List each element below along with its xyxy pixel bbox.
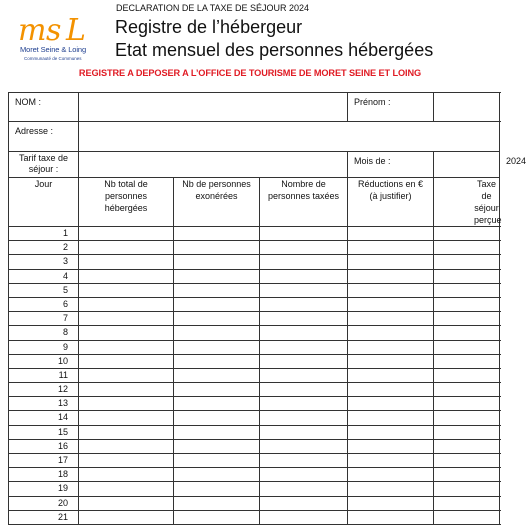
taxe-percue-cell[interactable] xyxy=(434,354,500,368)
msl-logo-icon xyxy=(16,10,100,46)
taxe-percue-cell[interactable] xyxy=(434,227,500,241)
day-number: 10 xyxy=(9,354,79,368)
taxe-percue-cell[interactable] xyxy=(434,340,500,354)
nom-field[interactable] xyxy=(79,93,348,122)
table-row xyxy=(9,482,500,496)
table-row xyxy=(9,269,500,283)
exoneres-cell[interactable] xyxy=(174,227,260,241)
total-cell[interactable] xyxy=(79,326,174,340)
taxees-cell[interactable] xyxy=(260,468,348,482)
reductions-cell[interactable] xyxy=(348,482,434,496)
total-cell[interactable] xyxy=(79,454,174,468)
reductions-cell[interactable] xyxy=(348,269,434,283)
taxe-percue-cell[interactable] xyxy=(434,283,500,297)
exoneres-cell[interactable] xyxy=(174,368,260,382)
taxees-cell[interactable] xyxy=(260,283,348,297)
col-exo-line1: Nb de personnes xyxy=(182,179,251,189)
taxe-percue-cell[interactable] xyxy=(434,297,500,311)
logo-subtitle: Communauté de Communes xyxy=(24,56,82,61)
svg-text:s: s xyxy=(46,13,62,48)
col-taxees xyxy=(260,178,348,227)
col-taxe-percue xyxy=(434,178,500,227)
mois-field[interactable] xyxy=(434,152,500,178)
col-tax-line1: Nombre de xyxy=(281,179,326,189)
tarif-row: Tarif taxe de séjour : Mois de : 2024 xyxy=(9,152,500,178)
prenom-field[interactable] xyxy=(434,93,500,122)
reductions-cell[interactable] xyxy=(348,241,434,255)
exoneres-cell[interactable] xyxy=(174,468,260,482)
total-cell[interactable] xyxy=(79,368,174,382)
taxees-cell[interactable] xyxy=(260,510,348,524)
tarif-label xyxy=(9,152,79,178)
table-row xyxy=(9,340,500,354)
adresse-field[interactable] xyxy=(79,122,500,152)
svg-text:m: m xyxy=(18,13,47,48)
day-number: 20 xyxy=(9,496,79,510)
day-number: 8 xyxy=(9,326,79,340)
exoneres-cell[interactable] xyxy=(174,482,260,496)
table-row xyxy=(9,454,500,468)
reductions-cell[interactable] xyxy=(348,283,434,297)
taxees-cell[interactable] xyxy=(260,354,348,368)
table-row xyxy=(9,227,500,241)
reductions-cell[interactable] xyxy=(348,340,434,354)
day-number: 5 xyxy=(9,283,79,297)
mois-label: Mois de : xyxy=(348,152,434,178)
taxees-cell[interactable] xyxy=(260,312,348,326)
address-row xyxy=(9,122,500,152)
tarif-field[interactable] xyxy=(79,152,348,178)
total-cell[interactable] xyxy=(79,283,174,297)
taxees-cell[interactable] xyxy=(260,269,348,283)
total-cell[interactable] xyxy=(79,255,174,269)
exoneres-cell[interactable] xyxy=(174,312,260,326)
reductions-cell[interactable] xyxy=(348,354,434,368)
logo xyxy=(16,10,100,62)
exoneres-cell[interactable] xyxy=(174,510,260,524)
exoneres-cell[interactable] xyxy=(174,269,260,283)
total-cell[interactable] xyxy=(79,439,174,453)
reductions-cell[interactable] xyxy=(348,227,434,241)
table-row xyxy=(9,496,500,510)
taxees-cell[interactable] xyxy=(260,454,348,468)
exoneres-cell[interactable] xyxy=(174,411,260,425)
day-number: 1 xyxy=(9,227,79,241)
day-number: 2 xyxy=(9,241,79,255)
table-row xyxy=(9,397,500,411)
exoneres-cell[interactable] xyxy=(174,397,260,411)
col-total-line1: Nb total de xyxy=(104,179,148,189)
reductions-cell[interactable] xyxy=(348,397,434,411)
exoneres-cell[interactable] xyxy=(174,297,260,311)
exoneres-cell[interactable] xyxy=(174,326,260,340)
total-cell[interactable] xyxy=(79,425,174,439)
reductions-cell[interactable] xyxy=(348,454,434,468)
taxe-percue-cell[interactable] xyxy=(434,368,500,382)
col-exo-line2: exonérées xyxy=(195,191,238,201)
total-cell[interactable] xyxy=(79,354,174,368)
col-taxe-line3: perçue xyxy=(474,215,502,225)
taxees-cell[interactable] xyxy=(260,482,348,496)
exoneres-cell[interactable] xyxy=(174,496,260,510)
reductions-cell[interactable] xyxy=(348,510,434,524)
total-cell[interactable] xyxy=(79,496,174,510)
taxe-percue-cell[interactable] xyxy=(434,411,500,425)
total-cell[interactable] xyxy=(79,269,174,283)
table-row xyxy=(9,425,500,439)
day-number: 14 xyxy=(9,411,79,425)
column-header-row xyxy=(9,178,500,227)
taxe-percue-cell[interactable] xyxy=(434,496,500,510)
table-row xyxy=(9,383,500,397)
reductions-cell[interactable] xyxy=(348,496,434,510)
col-total xyxy=(79,178,174,227)
taxees-cell[interactable] xyxy=(260,255,348,269)
table-row xyxy=(9,241,500,255)
col-exoneres xyxy=(174,178,260,227)
total-cell[interactable] xyxy=(79,340,174,354)
reductions-cell[interactable] xyxy=(348,425,434,439)
taxees-cell[interactable] xyxy=(260,439,348,453)
day-number: 16 xyxy=(9,439,79,453)
day-number: 4 xyxy=(9,269,79,283)
day-number: 6 xyxy=(9,297,79,311)
exoneres-cell[interactable] xyxy=(174,241,260,255)
day-number: 7 xyxy=(9,312,79,326)
col-total-line3: hébergées xyxy=(104,203,148,213)
table-row xyxy=(9,411,500,425)
day-number: 3 xyxy=(9,255,79,269)
taxe-percue-cell[interactable] xyxy=(434,425,500,439)
taxees-cell[interactable] xyxy=(260,326,348,340)
register-table xyxy=(8,92,526,525)
taxe-percue-cell[interactable] xyxy=(434,397,500,411)
col-red-line2: (à justifier) xyxy=(369,191,412,201)
taxees-cell[interactable] xyxy=(260,368,348,382)
total-cell[interactable] xyxy=(79,241,174,255)
total-cell[interactable] xyxy=(79,411,174,425)
reductions-cell[interactable] xyxy=(348,368,434,382)
col-taxe-line1: Taxe de xyxy=(477,179,497,201)
total-cell[interactable] xyxy=(79,468,174,482)
instruction-text: REGISTRE A DEPOSER A L’OFFICE DE TOURISME DE MORET SEINE ET LOING xyxy=(78,68,422,78)
col-taxe-line2: séjour xyxy=(474,203,499,213)
table-row xyxy=(9,510,500,524)
page-title: Registre de l’hébergeur xyxy=(115,17,303,37)
total-cell[interactable] xyxy=(79,482,174,496)
name-row xyxy=(9,93,500,122)
day-number: 9 xyxy=(9,340,79,354)
day-number: 19 xyxy=(9,482,79,496)
taxe-percue-cell[interactable] xyxy=(434,326,500,340)
tarif-label-line2: séjour : xyxy=(28,164,59,174)
exoneres-cell[interactable] xyxy=(174,439,260,453)
table-row xyxy=(9,326,500,340)
taxe-percue-cell[interactable] xyxy=(434,468,500,482)
taxees-cell[interactable] xyxy=(260,383,348,397)
taxe-percue-cell[interactable] xyxy=(434,383,500,397)
taxees-cell[interactable] xyxy=(260,425,348,439)
taxe-percue-cell[interactable] xyxy=(434,510,500,524)
table-row xyxy=(9,283,500,297)
taxe-percue-cell[interactable] xyxy=(434,312,500,326)
day-number: 18 xyxy=(9,468,79,482)
reductions-cell[interactable] xyxy=(348,468,434,482)
total-cell[interactable] xyxy=(79,510,174,524)
reductions-cell[interactable] xyxy=(348,411,434,425)
taxe-percue-cell[interactable] xyxy=(434,439,500,453)
table-row xyxy=(9,297,500,311)
taxe-percue-cell[interactable] xyxy=(434,454,500,468)
reductions-cell[interactable] xyxy=(348,439,434,453)
svg-text:L: L xyxy=(66,13,86,48)
day-number: 12 xyxy=(9,383,79,397)
col-tax-line2: personnes taxées xyxy=(267,191,340,201)
col-jour xyxy=(9,178,79,227)
exoneres-cell[interactable] xyxy=(174,454,260,468)
table-row xyxy=(9,255,500,269)
taxe-percue-cell[interactable] xyxy=(434,255,500,269)
reductions-cell[interactable] xyxy=(348,383,434,397)
reductions-cell[interactable] xyxy=(348,297,434,311)
exoneres-cell[interactable] xyxy=(174,425,260,439)
day-number: 17 xyxy=(9,454,79,468)
exoneres-cell[interactable] xyxy=(174,255,260,269)
day-number: 21 xyxy=(9,510,79,524)
col-reductions xyxy=(348,178,434,227)
declaration-heading: DECLARATION DE LA TAXE DE SÉJOUR 2024 xyxy=(116,3,310,13)
taxees-cell[interactable] xyxy=(260,397,348,411)
taxees-cell[interactable] xyxy=(260,241,348,255)
total-cell[interactable] xyxy=(79,397,174,411)
exoneres-cell[interactable] xyxy=(174,340,260,354)
taxees-cell[interactable] xyxy=(260,411,348,425)
taxees-cell[interactable] xyxy=(260,227,348,241)
table-row xyxy=(9,354,500,368)
taxe-percue-cell[interactable] xyxy=(434,269,500,283)
reductions-cell[interactable] xyxy=(348,326,434,340)
prenom-label: Prénom : xyxy=(348,93,434,122)
col-total-line2: personnes xyxy=(104,191,148,201)
reductions-cell[interactable] xyxy=(348,312,434,326)
total-cell[interactable] xyxy=(79,297,174,311)
exoneres-cell[interactable] xyxy=(174,283,260,297)
nom-label: NOM : xyxy=(9,93,79,122)
col-jour-label: Jour xyxy=(34,179,53,189)
table-row xyxy=(9,468,500,482)
total-cell[interactable] xyxy=(79,312,174,326)
exoneres-cell[interactable] xyxy=(174,354,260,368)
adresse-label: Adresse : xyxy=(9,122,79,152)
table-row xyxy=(9,439,500,453)
taxees-cell[interactable] xyxy=(260,340,348,354)
tarif-label-line1: Tarif taxe de xyxy=(18,153,69,163)
total-cell[interactable] xyxy=(79,383,174,397)
exoneres-cell[interactable] xyxy=(174,383,260,397)
day-number: 13 xyxy=(9,397,79,411)
taxe-percue-cell[interactable] xyxy=(434,482,500,496)
page-subtitle: Etat mensuel des personnes hébergées xyxy=(115,40,434,60)
total-cell[interactable] xyxy=(79,227,174,241)
col-red-line1: Réductions en € xyxy=(357,179,424,189)
day-number: 15 xyxy=(9,425,79,439)
table-row xyxy=(9,368,500,382)
table-row xyxy=(9,312,500,326)
taxees-cell[interactable] xyxy=(260,297,348,311)
logo-brand: Moret Seine & Loing xyxy=(20,45,87,54)
taxees-cell[interactable] xyxy=(260,496,348,510)
reductions-cell[interactable] xyxy=(348,255,434,269)
day-number: 11 xyxy=(9,368,79,382)
day-rows xyxy=(9,227,500,525)
taxe-percue-cell[interactable] xyxy=(434,241,500,255)
